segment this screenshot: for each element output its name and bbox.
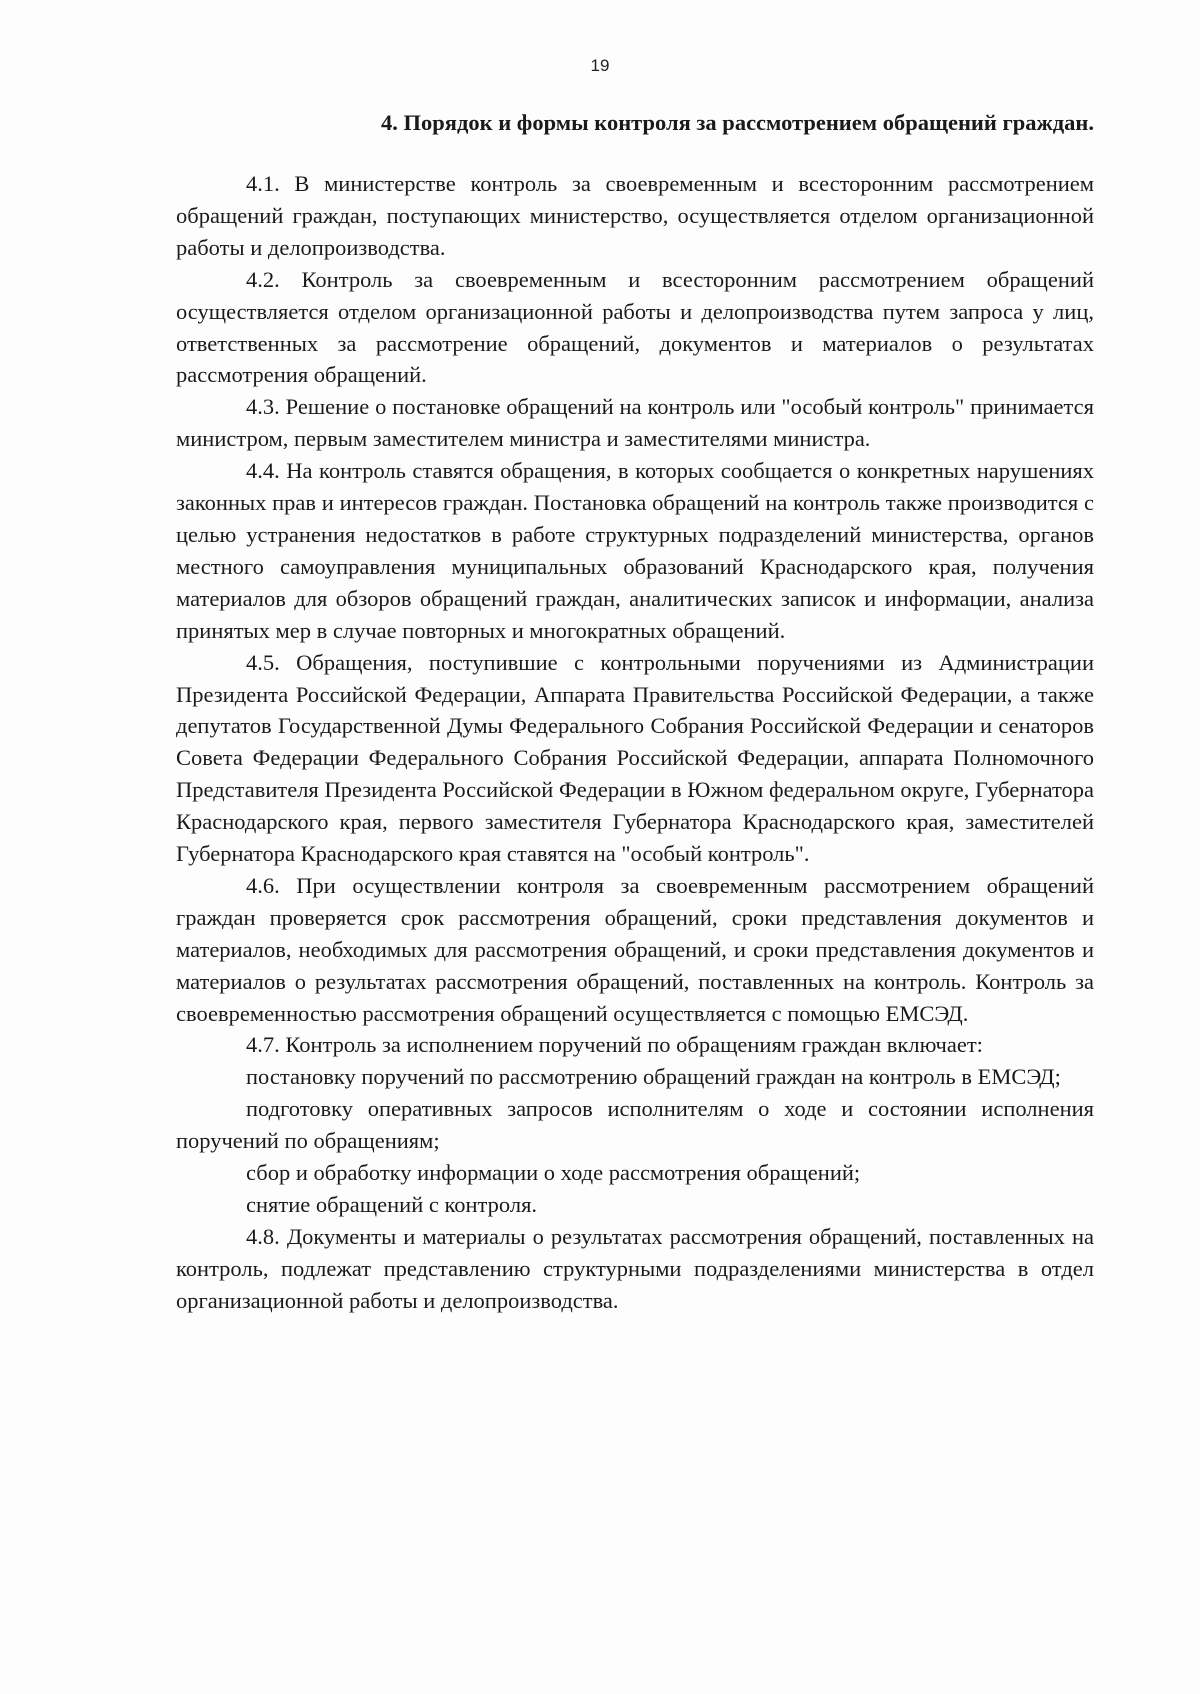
section-title: 4. Порядок и формы контроля за рассмотрением обращений граждан.: [381, 110, 1094, 135]
paragraph-4-4: 4.4. На контроль ставятся обращения, в которых сообщается о конкретных нарушениях законных прав и интересов граждан. Постановка обращений на контроль также производится с целью устранения недостатков в работе структурных подразделений министерства, органов местного самоуправления муниципальных образований Краснодарского края, получения материалов для обзоров обращений граждан, аналитических записок и информации, анализа принятых мер в случае повторных и многократных обращений.: [176, 458, 1094, 643]
paragraph-4-2: 4.2. Контроль за своевременным и всесторонним рассмотрением обращений осуществляется отделом организационной работы и делопроизводства путем запроса у лиц, ответственных за рассмотрение обращений, документов и материалов о результатах рассмотрения обращений.: [176, 266, 1094, 388]
control-item-2: подготовку оперативных запросов исполнителям о ходе и состоянии исполнения поручений по обращениям;: [176, 1096, 1094, 1154]
document-body: [176, 108, 1094, 1317]
page-number: 19: [590, 56, 610, 75]
paragraph-4-5: 4.5. Обращения, поступившие с контрольными поручениями из Администрации Президента Российской Федерации, Аппарата Правительства Российской Федерации, а также депутатов Государственной Думы Федерального Собрания Российской Федерации и сенаторов Совета Федерации Федерального Собрания Российской Федерации, аппарата Полномочного Представителя Президента Российской Федерации в Южном федеральном округе, Губернатора Краснодарского края, первого заместителя Губернатора Краснодарского края, заместителей Губернатора Краснодарского края ставятся на "особый контроль".: [176, 649, 1094, 867]
control-item-1: постановку поручений по рассмотрению обращений граждан на контроль в ЕМСЭД;: [246, 1064, 1061, 1090]
paragraph-4-8: 4.8. Документы и материалы о результатах рассмотрения обращений, поставленных на контроль, подлежат представлению структурными подразделениями министерства в отдел организационной работы и делопроизводства.: [176, 1223, 1094, 1313]
paragraph-4-7: 4.7. Контроль за исполнением поручений по обращениям граждан включает:: [246, 1032, 983, 1058]
paragraph-4-3: 4.3. Решение о постановке обращений на контроль или "особый контроль" принимается министром, первым заместителем министра и заместителями министра.: [176, 394, 1094, 452]
paragraph-4-1: 4.1. В министерстве контроль за своевременным и всесторонним рассмотрением обращений граждан, поступающих министерство, осуществляется отделом организационной работы и делопроизводства.: [176, 171, 1094, 260]
control-item-3: сбор и обработку информации о ходе рассмотрения обращений;: [246, 1160, 861, 1186]
paragraph-4-6: 4.6. При осуществлении контроля за своевременным рассмотрением обращений граждан проверяется срок рассмотрения обращений, сроки представления документов и материалов, необходимых для рассмотрения обращений, и сроки представления документов и материалов о результатах рассмотрения обращений, поставленных на контроль. Контроль за своевременностью рассмотрения обращений осуществляется с помощью ЕМСЭД.: [176, 872, 1094, 1026]
control-item-4: снятие обращений с контроля.: [246, 1192, 538, 1217]
